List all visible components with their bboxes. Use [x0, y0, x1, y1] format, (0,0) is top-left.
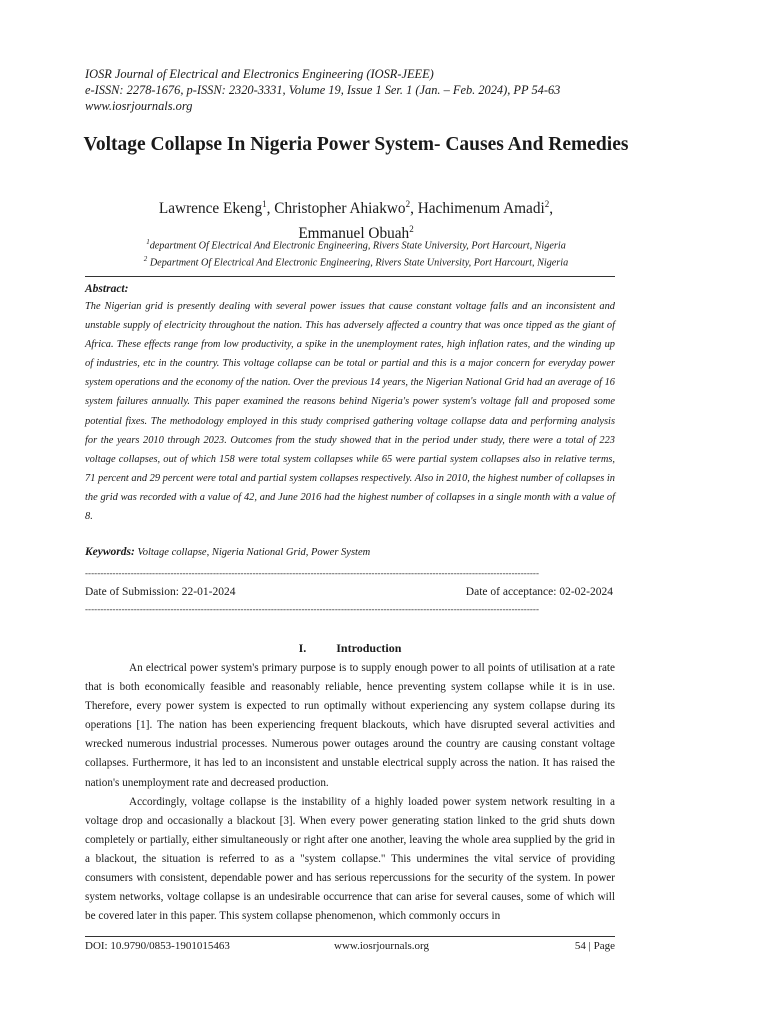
- paper-title: Voltage Collapse In Nigeria Power System- Causes And Remedies: [83, 134, 629, 155]
- submission-date: Date of Submission: 22-01-2024: [85, 586, 236, 598]
- affiliation-line: [60, 236, 652, 253]
- dashed-separator-bottom: -----------------------------------------------------------------------------------------------------------------------------------------------------: [85, 604, 540, 614]
- keywords-label: Keywords:: [85, 546, 135, 558]
- footer-doi: DOI: 10.9790/0853-1901015463: [85, 940, 230, 952]
- journal-name: IOSR Journal of Electrical and Electronics Engineering (IOSR-JEEE): [85, 67, 434, 81]
- journal-header: [85, 66, 560, 114]
- affiliation-marker: 1: [146, 238, 150, 246]
- author-name: Hachimenum Amadi: [417, 200, 545, 218]
- author-name: Christopher Ahiakwo: [274, 200, 406, 218]
- paragraph: An electrical power system's primary purpose is to supply enough power to all points of utilisation at a rate that is both economically feasible and reasonably reliable, hence preventing system collapse while it is in use. Therefore, every power system is expected to run optimally without experiencing any system collapse during its operations [1]. The nation has been experiencing frequent blackouts, which have disrupted several activities and wrecked numerous industrial processes. Numerous power outages around the country are causing constant voltage collapses. Furthermore, it has led to an inconsistent and unstable electrical supply across the nation. It has raised the nation's unemployment rate and decreased production.: [85, 662, 615, 789]
- journal-issue-line: e-ISSN: 2278-1676, p-ISSN: 2320-3331, Volume 19, Issue 1 Ser. 1 (Jan. – Feb. 2024), PP 54-63: [85, 83, 561, 97]
- section-title: Introduction: [336, 641, 402, 655]
- section-number: I.: [298, 641, 307, 655]
- author-name: Lawrence Ekeng: [158, 200, 263, 218]
- acceptance-date: Date of acceptance: 02-02-2024: [465, 586, 613, 598]
- section-heading: [85, 641, 615, 656]
- affiliation-text: department Of Electrical And Electronic Engineering, Rivers State University, Port Harcourt, Nigeria: [149, 240, 566, 252]
- abstract-heading: Abstract:: [85, 283, 129, 295]
- affiliation-line: [60, 253, 652, 270]
- keywords: [85, 546, 370, 558]
- paragraph: Accordingly, voltage collapse is the instability of a highly loaded power system network resulting in a voltage drop and occasionally a blackout [3]. When every power generating station linked to the grid shuts down completely or partially, either simultaneously or right after one another, leaving the whole area supplied by the grid in a blackout, the situation is referred to as a "system collapse." This undermines the vital service of providing consumers with consistent, dependable power and has serious repercussions for the security of the system. In power system networks, voltage collapse is an undesirable occurrence that can arise for several causes, some of which will be covered later in this paper. This system collapse phenomenon, which commonly occurs in: [85, 795, 615, 923]
- author-affiliation-marker: 2: [405, 199, 411, 209]
- affiliation-text: Department Of Electrical And Electronic Engineering, Rivers State University, Port Harcourt, Nigeria: [147, 257, 569, 269]
- journal-website[interactable]: www.iosrjournals.org: [85, 99, 193, 113]
- keywords-value: Voltage collapse, Nigeria National Grid, Power System: [134, 547, 371, 558]
- abstract-section: [85, 281, 615, 526]
- author-separator: ,: [549, 200, 554, 218]
- affiliations: [60, 236, 652, 270]
- footer-page-number: 54 | Page: [574, 940, 615, 952]
- footer-divider: [85, 936, 615, 937]
- introduction-body: [85, 659, 615, 926]
- footer-website[interactable]: www.iosrjournals.org: [334, 940, 430, 952]
- author-name: Emmanuel Obuah: [298, 225, 410, 243]
- dashed-separator-top: -----------------------------------------------------------------------------------------------------------------------------------------------------: [85, 568, 540, 578]
- header-divider: [85, 276, 615, 277]
- author-affiliation-marker: 1: [262, 199, 267, 209]
- author-affiliation-marker: 2: [409, 224, 414, 235]
- author-affiliation-marker: 2: [544, 199, 550, 209]
- author-separator: ,: [266, 200, 275, 218]
- affiliation-marker: 2: [143, 254, 148, 263]
- abstract-text: The Nigerian grid is presently dealing with several power issues that cause constant voltage falls and an inconsistent and unstable supply of electricity throughout the nation. This has adversely affected a country that was once tipped as the giant of Africa. These effects range from low productivity, a spike in the unemployment rates, high inflation rates, and the winding up of industries, etc in the country. This voltage collapse can be total or partial and this is a major concern for everyday power system operations and the economy of the nation. Over the previous 14 years, the Nigerian National Grid had an average of 16 system failures annually. This paper examined the reasons behind Nigeria's power system's voltage fall and proposed some potential fixes. The methodology employed in this study comprised gathering voltage collapse data and performing analysis for the years 2010 through 2023. Outcomes from the study showed that in the period under study, there were a total of 223 voltage collapses, out of which 158 were total system collapses while 65 were partial system collapses also in relative terms, 71 percent and 29 percent were total and partial system collapses respectively. Also in 2010, the highest number of collapses in the grid was recorded with a value of 42, and June 2016 had the highest number of collapses in a single month with a value of 8.: [85, 301, 615, 523]
- author-separator: ,: [410, 200, 418, 218]
